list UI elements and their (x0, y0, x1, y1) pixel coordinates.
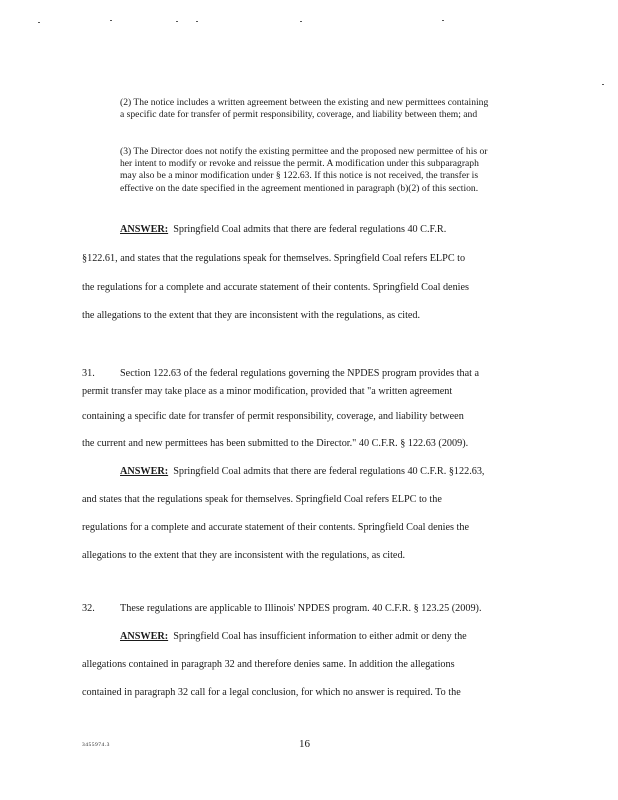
answer-32-line-1 (120, 631, 467, 642)
answer-31-line-4: allegations to the extent that they are inconsistent with the regulations, as cited. (82, 550, 406, 561)
quote-para-3: (3) The Director does not notify the existing permittee and the proposed new permittee of his or her intent to modify or revoke and reissue the permit. A modification under this subparagraph may also be a minor modification under § 122.63. If this notice is not received, the transfer is effective on the date specified in the agreement mentioned in paragraph (b)(2) of this section. (120, 146, 488, 194)
answer-30-line-1 (120, 224, 446, 235)
scan-speck (442, 20, 444, 21)
answer-text: Springfield Coal admits that there are federal regulations 40 C.F.R. §122.63, (173, 466, 485, 477)
scan-speck (176, 21, 178, 22)
para-31-line-3: containing a specific date for transfer of permit responsibility, coverage, and liability between (82, 411, 464, 422)
answer-text: Springfield Coal has insufficient information to either admit or deny the (173, 631, 467, 642)
quote-para-2: (2) The notice includes a written agreement between the existing and new permittees containing a specific date for transfer of permit responsibility, coverage, and liability between them; and (120, 97, 489, 121)
scan-speck (38, 22, 40, 23)
para-31-line-4: the current and new permittees has been submitted to the Director." 40 C.F.R. § 122.63 (2009). (82, 438, 469, 449)
answer-32-line-2: allegations contained in paragraph 32 and therefore denies same. In addition the allegations (82, 659, 455, 670)
scan-speck (300, 21, 302, 22)
answer-30-line-2: §122.61, and states that the regulations speak for themselves. Springfield Coal refers ELPC to (82, 253, 466, 264)
answer-31-line-1 (120, 466, 484, 477)
para-31-line-1: Section 122.63 of the federal regulations governing the NPDES program provides that a (120, 368, 480, 379)
answer-label: ANSWER: (120, 466, 169, 477)
answer-32-line-3: contained in paragraph 32 call for a legal conclusion, for which no answer is required. To the (82, 687, 461, 698)
page-number: 16 (299, 738, 310, 750)
scan-speck (196, 21, 198, 22)
scan-speck (110, 20, 112, 21)
answer-31-line-2: and states that the regulations speak for themselves. Springfield Coal refers ELPC to the (82, 494, 442, 505)
answer-label: ANSWER: (120, 631, 169, 642)
para-31-number: 31. (82, 368, 95, 379)
answer-30-line-4: the allegations to the extent that they are inconsistent with the regulations, as cited. (82, 310, 421, 321)
para-32-text: These regulations are applicable to Illinois' NPDES program. 40 C.F.R. § 123.25 (2009). (120, 603, 482, 614)
answer-31-line-3: regulations for a complete and accurate statement of their contents. Springfield Coal denies the (82, 522, 469, 533)
document-id: 3455974.3 (82, 742, 110, 748)
answer-30-line-3: the regulations for a complete and accurate statement of their contents. Springfield Coal denies (82, 282, 469, 293)
scan-speck (602, 84, 604, 85)
answer-text: Springfield Coal admits that there are federal regulations 40 C.F.R. (173, 224, 447, 235)
para-32-number: 32. (82, 603, 95, 614)
para-31-line-2: permit transfer may take place as a minor modification, provided that "a written agreement (82, 386, 453, 397)
answer-label: ANSWER: (120, 224, 169, 235)
